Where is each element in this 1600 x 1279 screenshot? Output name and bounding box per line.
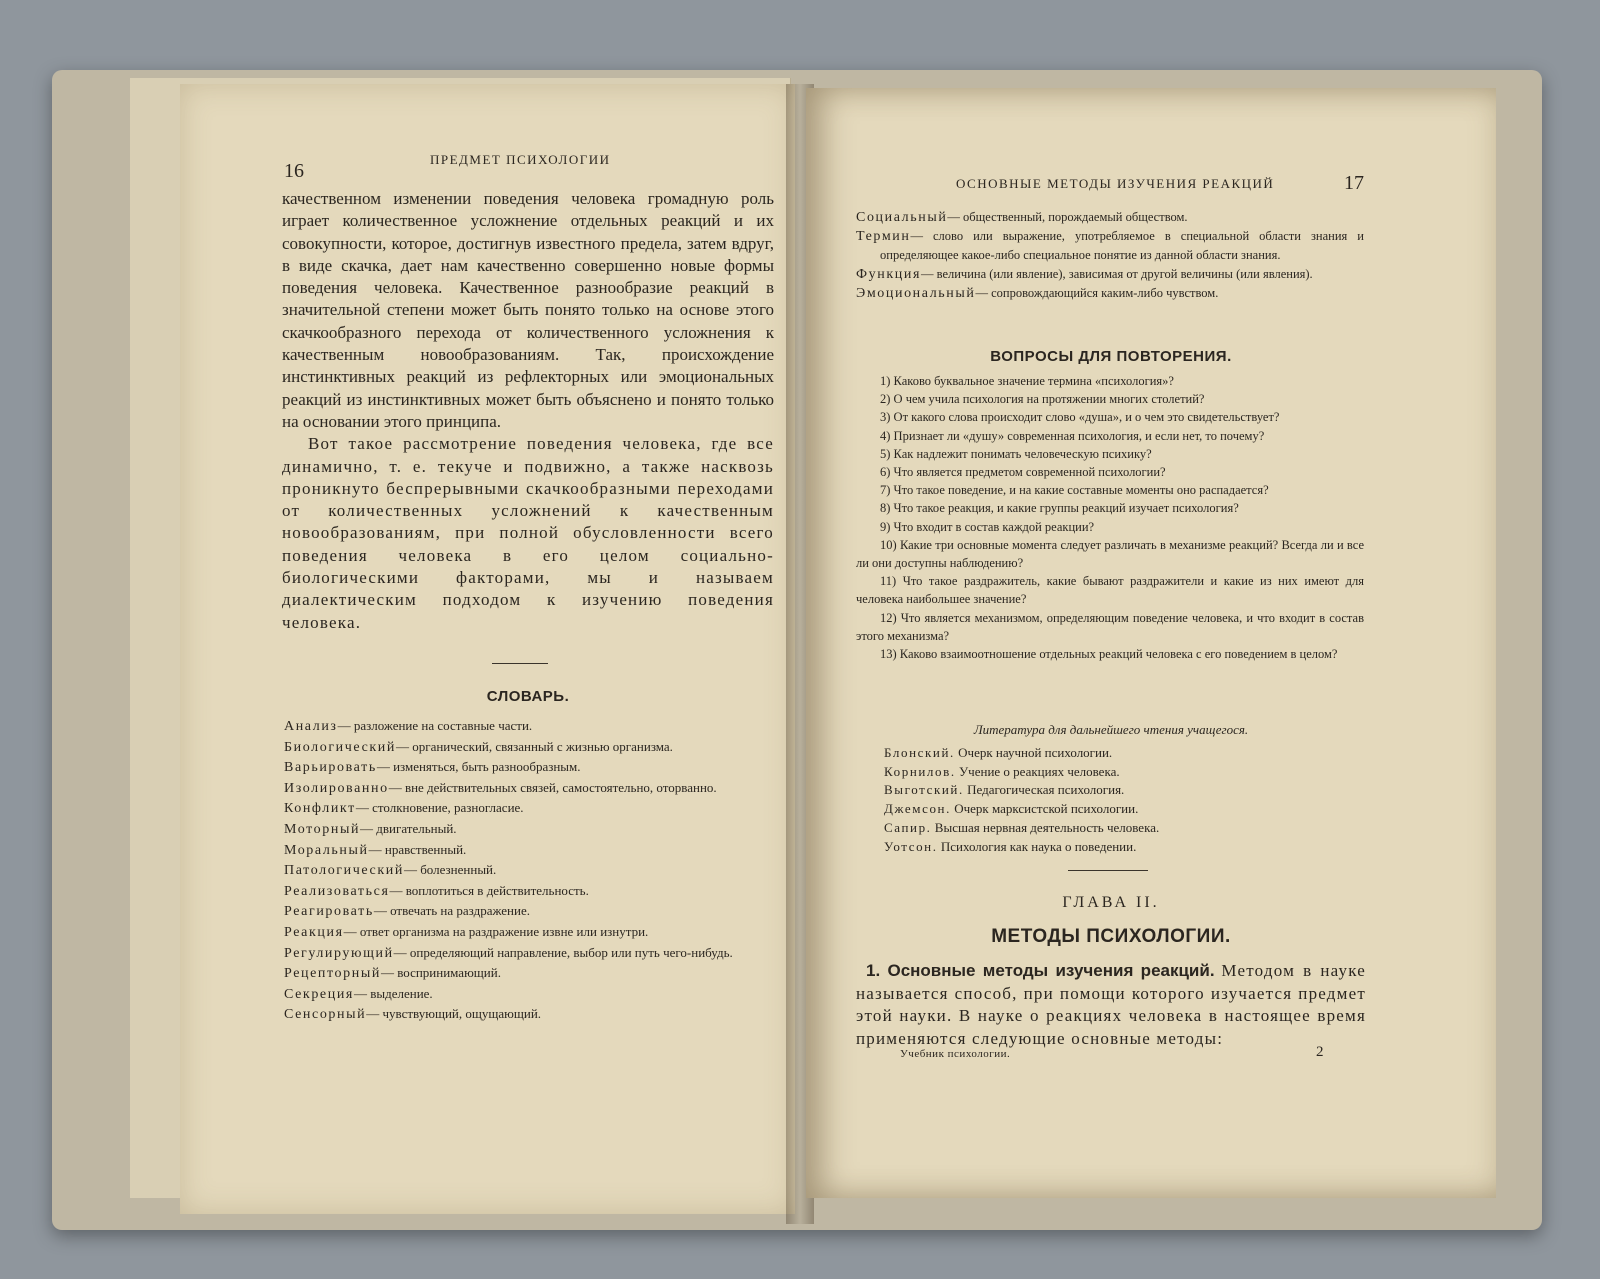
dictionary-definition: — столкновение, разногласие.: [355, 800, 524, 816]
dictionary-term: Рецепторный: [284, 966, 381, 982]
dictionary-definition: — слово или выражение, употребляемое в специальной области знания и определяющее какое-либо специальное понятие из данной области знания.: [880, 229, 1364, 263]
dictionary-definition: — воспринимающий.: [380, 965, 501, 981]
dictionary-entry: [284, 1004, 774, 1025]
question-item: 13) Каково взаимоотношение отдельных реакций человека с его поведением в целом?: [880, 647, 1338, 662]
literature-author: Джемсон.: [884, 801, 951, 817]
literature-author: Блонский.: [884, 745, 955, 760]
left-page: [180, 84, 795, 1214]
dictionary-definition: — нравственный.: [368, 841, 467, 857]
dictionary-term: Реагировать: [284, 904, 374, 920]
signature-number: 2: [1316, 1044, 1324, 1060]
dictionary-entry: [284, 984, 774, 1005]
dictionary-term: Термин: [856, 229, 911, 245]
question-item: 4) Признает ли «душу» современная психология, и если нет, то почему?: [880, 428, 1265, 443]
dictionary-term: Патологический: [284, 863, 404, 879]
questions-title: ВОПРОСЫ ДЛЯ ПОВТОРЕНИЯ.: [990, 348, 1232, 365]
page-number: 17: [1344, 172, 1364, 194]
main-text: [282, 188, 774, 634]
literature-title: Литература для дальнейшего чтения учащегося.: [973, 722, 1249, 737]
dictionary-definition: — воплотиться в действительность.: [389, 882, 589, 898]
question-item: 11) Что такое раздражитель, какие бывают раздражители и какие из них имеют для человека наибольшее значение?: [856, 574, 1364, 607]
dictionary-entry: [856, 265, 1364, 284]
dictionary-title: СЛОВАРЬ.: [486, 688, 570, 705]
literature-author: Корнилов.: [884, 763, 956, 779]
dictionary-entry: [284, 757, 774, 778]
dictionary-definition: — изменяться, быть разнообразным.: [376, 759, 581, 775]
dictionary-definition: — отвечать на раздражение.: [373, 903, 530, 919]
literature-entry: [884, 800, 1364, 819]
dictionary-definition: — выделение.: [353, 985, 433, 1001]
dictionary-definition: — болезненный.: [403, 862, 497, 878]
dictionary-entry: [284, 819, 774, 840]
literature-entry: [884, 763, 1364, 782]
chapter-label: ГЛАВА II.: [1062, 894, 1160, 911]
divider: [1068, 870, 1148, 871]
dictionary-term: Биологический: [284, 739, 396, 755]
dictionary-definition: — общественный, порождаемый обществом.: [947, 210, 1188, 224]
question-item: 12) Что является механизмом, определяющим поведение человека, и что входит в состав этого механизма?: [856, 610, 1364, 643]
divider: [492, 663, 548, 664]
question-item: 6) Что является предметом современной психологии?: [880, 465, 1166, 480]
literature-author: Уотсон.: [884, 838, 938, 854]
dictionary-term: Конфликт: [284, 801, 356, 817]
question-item: 7) Что такое поведение, и на какие составные моменты оно распадается?: [880, 483, 1269, 498]
question-item: 5) Как надлежит понимать человеческую психику?: [880, 446, 1152, 461]
dictionary-definition: — сопровождающийся каким-либо чувством.: [975, 285, 1219, 300]
dictionary-entry: [856, 227, 1364, 264]
literature-title: Очерк марксистской психологии.: [954, 801, 1139, 817]
dictionary-term: Регулирующий: [284, 945, 394, 961]
literature-title: Педагогическая психология.: [967, 782, 1125, 798]
literature-title: Психология как наука о поведении.: [940, 838, 1137, 854]
dictionary-term: Моральный: [284, 842, 369, 858]
section-heading: 1. Основные методы изучения реакций.: [866, 961, 1215, 980]
literature-title: Очерк научной психологии.: [958, 745, 1113, 760]
running-head: ОСНОВНЫЕ МЕТОДЫ ИЗУЧЕНИЯ РЕАКЦИЙ: [956, 176, 1275, 191]
paragraph: Вот такое рассмотрение поведения человека, где все динамично, т. е. текуче и подвижно, а также насквозь проникнуто беспрерывными скачкообразными переходами от количественных усложнений к качественным новообразованиям, при полной обусловленности всего поведения человека в его целом социально-биологическими факторами, мы и называем диалектическим подходом к изучению поведения человека.: [282, 434, 774, 632]
dictionary-entry: [284, 963, 774, 984]
question-item: 1) Каково буквальное значение термина «психология»?: [880, 374, 1174, 388]
dictionary-term: Социальный: [856, 210, 948, 225]
literature-title: Высшая нервная деятельность человека.: [934, 819, 1160, 835]
dictionary-entry: [284, 716, 774, 737]
literature-entry: [884, 781, 1364, 800]
question-item: 3) От какого слова происходит слово «душа», и о чем это свидетельствует?: [880, 410, 1280, 425]
footer-signature: Учебник психологии.: [900, 1048, 1011, 1060]
dictionary-entry: [284, 798, 774, 819]
dictionary-term: Реализоваться: [284, 883, 390, 899]
dictionary-term: Изолированно: [284, 780, 389, 796]
dictionary-definition: — величина (или явление), зависимая от другой величины (или явления).: [920, 266, 1313, 281]
dictionary-definition: — чувствующий, ощущающий.: [366, 1006, 542, 1022]
dictionary-term: Моторный: [284, 821, 361, 837]
dictionary-entry: [284, 860, 774, 881]
dictionary-term: Анализ: [284, 719, 338, 734]
dictionary-entry: [284, 881, 774, 902]
literature-entry: [884, 744, 1364, 763]
chapter-title: МЕТОДЫ ПСИХОЛОГИИ.: [991, 926, 1231, 947]
literature-title: Учение о реакциях человека.: [958, 763, 1120, 779]
dictionary-definition: — органический, связанный с жизнью организма.: [395, 738, 673, 754]
questions-list: [856, 372, 1364, 663]
question-item: 10) Какие три основные момента следует различать в механизме реакций? Всегда ли и все ли они доступны наблюдению?: [856, 537, 1364, 571]
dictionary-definition: — вне действительных связей, самостоятельно, оторванно.: [388, 779, 717, 795]
dictionary-term: Функция: [856, 266, 921, 282]
running-head: ПРЕДМЕТ ПСИХОЛОГИИ: [430, 152, 611, 167]
paragraph: качественном изменении поведения человека громадную роль играет количественное усложнение отдельных реакций и их совокупности, которое, достигнув известного предела, затем вдруг, в виде скачка, дает нам качественно совершенно новые формы поведения человека. Качественное разнообразие реакций в значительной степени может быть понято только на основе этого скачкообразного перехода от количественного усложнения к качественным новообразованиям. Так, происхождение инстинктивных реакций из рефлекторных или эмоциональных реакций из инстинктивных может быть объяснено и понято только на основании этого принципа.: [282, 189, 774, 431]
dictionary-entry: [284, 901, 774, 922]
dictionary-term: Реакция: [284, 924, 344, 940]
page-number: 16: [284, 160, 304, 182]
dictionary-definition: — двигательный.: [360, 820, 457, 836]
dictionary-entry: [856, 208, 1364, 227]
section-body: Методом в науке называется способ, при помощи которого изучается предмет этой науки. В науке о реакциях человека в настоящее время применяются следующие основные методы:: [856, 961, 1366, 1048]
dictionary-term: Эмоциональный: [856, 285, 976, 301]
question-item: 9) Что входит в состав каждой реакции?: [880, 519, 1095, 534]
dictionary-entry: [856, 284, 1364, 303]
right-page: [806, 88, 1496, 1198]
literature-list: [884, 744, 1364, 856]
question-item: 2) О чем учила психология на протяжении многих столетий?: [880, 392, 1205, 407]
question-item: 8) Что такое реакция, и какие группы реакций изучает психология?: [880, 501, 1239, 516]
section-text: [856, 960, 1366, 1050]
dictionary-entry: [284, 840, 774, 861]
dictionary-definition: — определяющий направление, выбор или путь чего-нибудь.: [393, 944, 733, 960]
dictionary-entry: [284, 943, 774, 964]
dictionary-term: Сенсорный: [284, 1007, 367, 1023]
dictionary-definition: — разложение на составные части.: [337, 718, 533, 733]
literature-author: Выготский.: [884, 782, 964, 798]
literature-entry: [884, 838, 1364, 857]
literature-author: Сапир.: [884, 819, 932, 835]
dictionary-definition: — ответ организма на раздражение извне или изнутри.: [343, 923, 649, 939]
dictionary-entry: [284, 922, 774, 943]
literature-entry: [884, 819, 1364, 838]
dictionary-continued: [856, 208, 1364, 303]
dictionary-entry: [284, 778, 774, 799]
dictionary-list: [284, 716, 774, 1025]
dictionary-term: Варьировать: [284, 760, 377, 776]
dictionary-entry: [284, 737, 774, 758]
dictionary-term: Секреция: [284, 986, 354, 1002]
